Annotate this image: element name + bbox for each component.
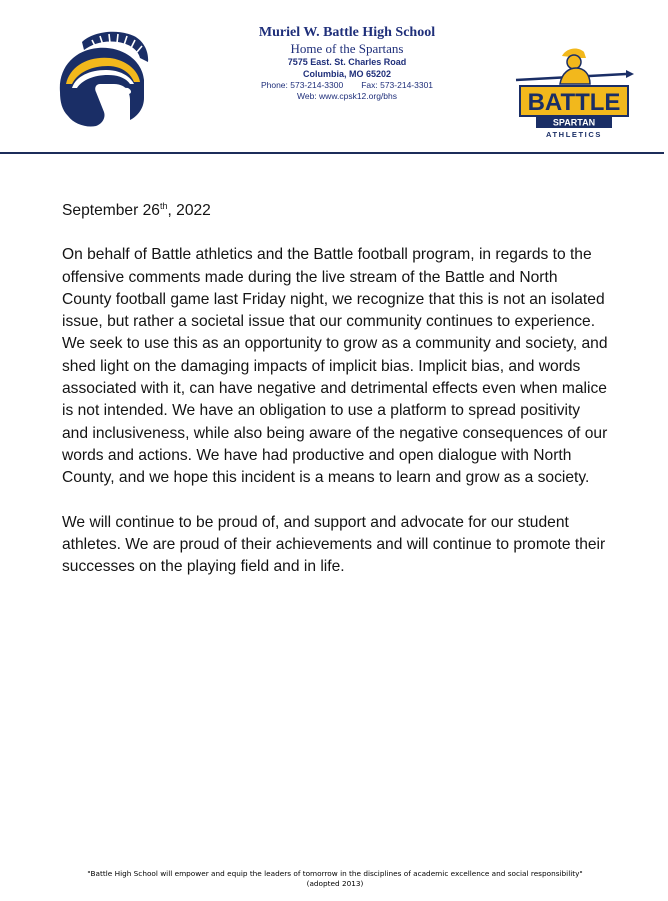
- contact-row: [214, 80, 480, 91]
- school-letterhead: [214, 25, 480, 102]
- phone-number: Phone: 573-214-3300: [260, 80, 344, 90]
- paragraph-2: We will continue to be proud of, and support and advocate for our student athletes. We are proud of their achievements and will continue to promote their successes on the playing field and in life.: [62, 513, 606, 576]
- mission-adopted: (adopted 2013): [306, 879, 364, 888]
- address-line-2: Columbia, MO 65202: [302, 69, 392, 79]
- logo-word-battle: BATTLE: [527, 89, 621, 116]
- date-text: September 26: [62, 202, 160, 219]
- school-name: Muriel W. Battle High School: [258, 25, 436, 40]
- website: Web: www.cpsk12.org/bhs: [297, 91, 397, 101]
- letter-body: [62, 200, 608, 600]
- logo-word-athletics: ATHLETICS: [546, 130, 602, 139]
- date-year: , 2022: [167, 202, 211, 219]
- mission-statement: "Battle High School will empower and equip the leaders of tomorrow in the disciplines of academic excellence and social responsibility": [87, 869, 583, 878]
- header-divider: [0, 152, 664, 154]
- date-ordinal: th: [159, 201, 168, 211]
- school-tagline: Home of the Spartans: [290, 41, 404, 56]
- address-line-1: 7575 East. St. Charles Road: [287, 57, 407, 67]
- logo-word-spartan: SPARTAN: [552, 117, 596, 128]
- spartan-helmet-logo: [52, 28, 150, 132]
- paragraph-1: On behalf of Battle athletics and the Battle football program, in regards to the offensive comments made during the live stream of the Battle and North County football game last Friday night, we recognize that this is not an isolated issue, but rather a societal issue that our community continues to experience. We seek to use this as an opportunity to grow as a community and society, and shed light on the damaging impacts of implicit bias. Implicit bias, and words associated with it, can have negative and detrimental effects even when malice is not intended. We have an obligation to use a platform to spread positivity and inclusiveness, while also being aware of the negative consequences of our words and actions. We have had productive and open dialogue with North County, and we hope this incident is a means to learn and grow as a society.: [62, 246, 608, 487]
- fax-number: Fax: 573-214-3301: [361, 80, 434, 90]
- battle-athletics-logo: [514, 44, 634, 144]
- footer-mission: [30, 869, 640, 889]
- letter-date: [62, 200, 608, 222]
